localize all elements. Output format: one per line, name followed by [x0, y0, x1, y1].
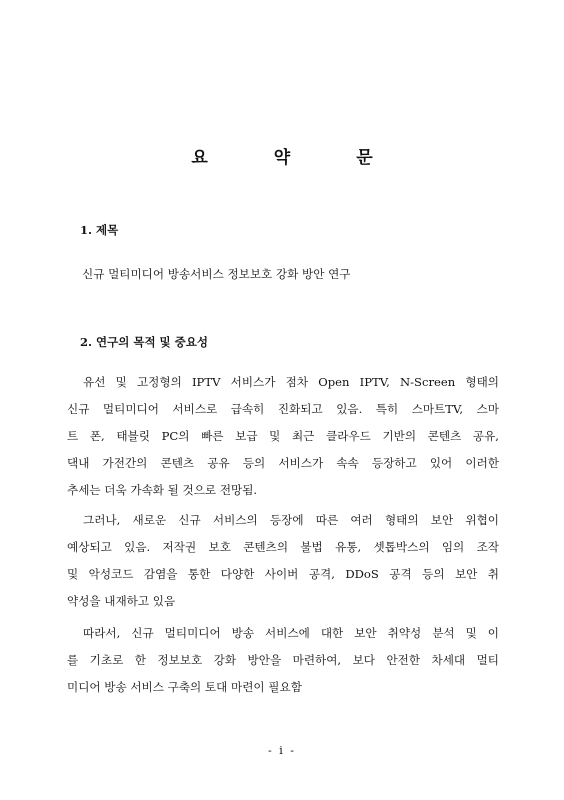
- paragraph-line: 신규 멀티미디어 서비스로 급속히 진화되고 있음. 특히 스마트TV, 스마: [67, 402, 499, 416]
- page-number: - i -: [268, 744, 296, 757]
- paragraph-line: 유선 및 고정형의 IPTV 서비스가 점차 Open IPTV, N-Screen 형태의: [83, 375, 499, 389]
- paragraph-line: 를 기초로 한 정보보호 강화 방안을 마련하여, 보다 안전한 차세대 멀티: [67, 653, 499, 667]
- title-char: 요: [191, 148, 208, 168]
- paragraph-line: 예상되고 있음. 저작권 보호 콘텐츠의 불법 유통, 셋톱박스의 임의 조작: [67, 540, 499, 554]
- section-heading-title: 1. 제목: [80, 223, 119, 237]
- paragraph-line: 트 폰, 태블릿 PC의 빠른 보급 및 최근 클라우드 기반의 콘텐츠 공유,: [67, 429, 499, 443]
- paragraph-line: 따라서, 신규 멀티미디어 방송 서비스에 대한 보안 취약성 분석 및 이: [83, 626, 499, 640]
- paragraph-line: 그러나, 새로운 신규 서비스의 등장에 따른 여러 형태의 보안 위협이: [83, 513, 499, 527]
- paragraph-line: 댁내 가전간의 콘텐츠 공유 등의 서비스가 속속 등장하고 있어 이러한: [67, 456, 499, 470]
- paragraph-line: 미디어 방송 서비스 구축의 토대 마련이 필요함: [67, 680, 302, 694]
- paragraph-line: 및 악성코드 감염을 통한 다양한 사이버 공격, DDoS 공격 등의 보안 취: [67, 567, 499, 581]
- title-char: 약: [273, 148, 291, 168]
- paragraph-3: [67, 620, 499, 701]
- paragraph-line: 추세는 더욱 가속화 될 것으로 전망됨.: [67, 483, 258, 497]
- section-heading-purpose: 2. 연구의 목적 및 중요성: [80, 335, 208, 349]
- research-title-text: 신규 멀티미디어 방송서비스 정보보호 강화 방안 연구: [82, 267, 351, 281]
- page-title: [0, 143, 564, 168]
- paragraph-1: [67, 369, 499, 504]
- paragraph-2: [67, 507, 499, 615]
- paragraph-line: 약성을 내재하고 있음: [67, 594, 176, 608]
- title-char: 문: [356, 148, 373, 168]
